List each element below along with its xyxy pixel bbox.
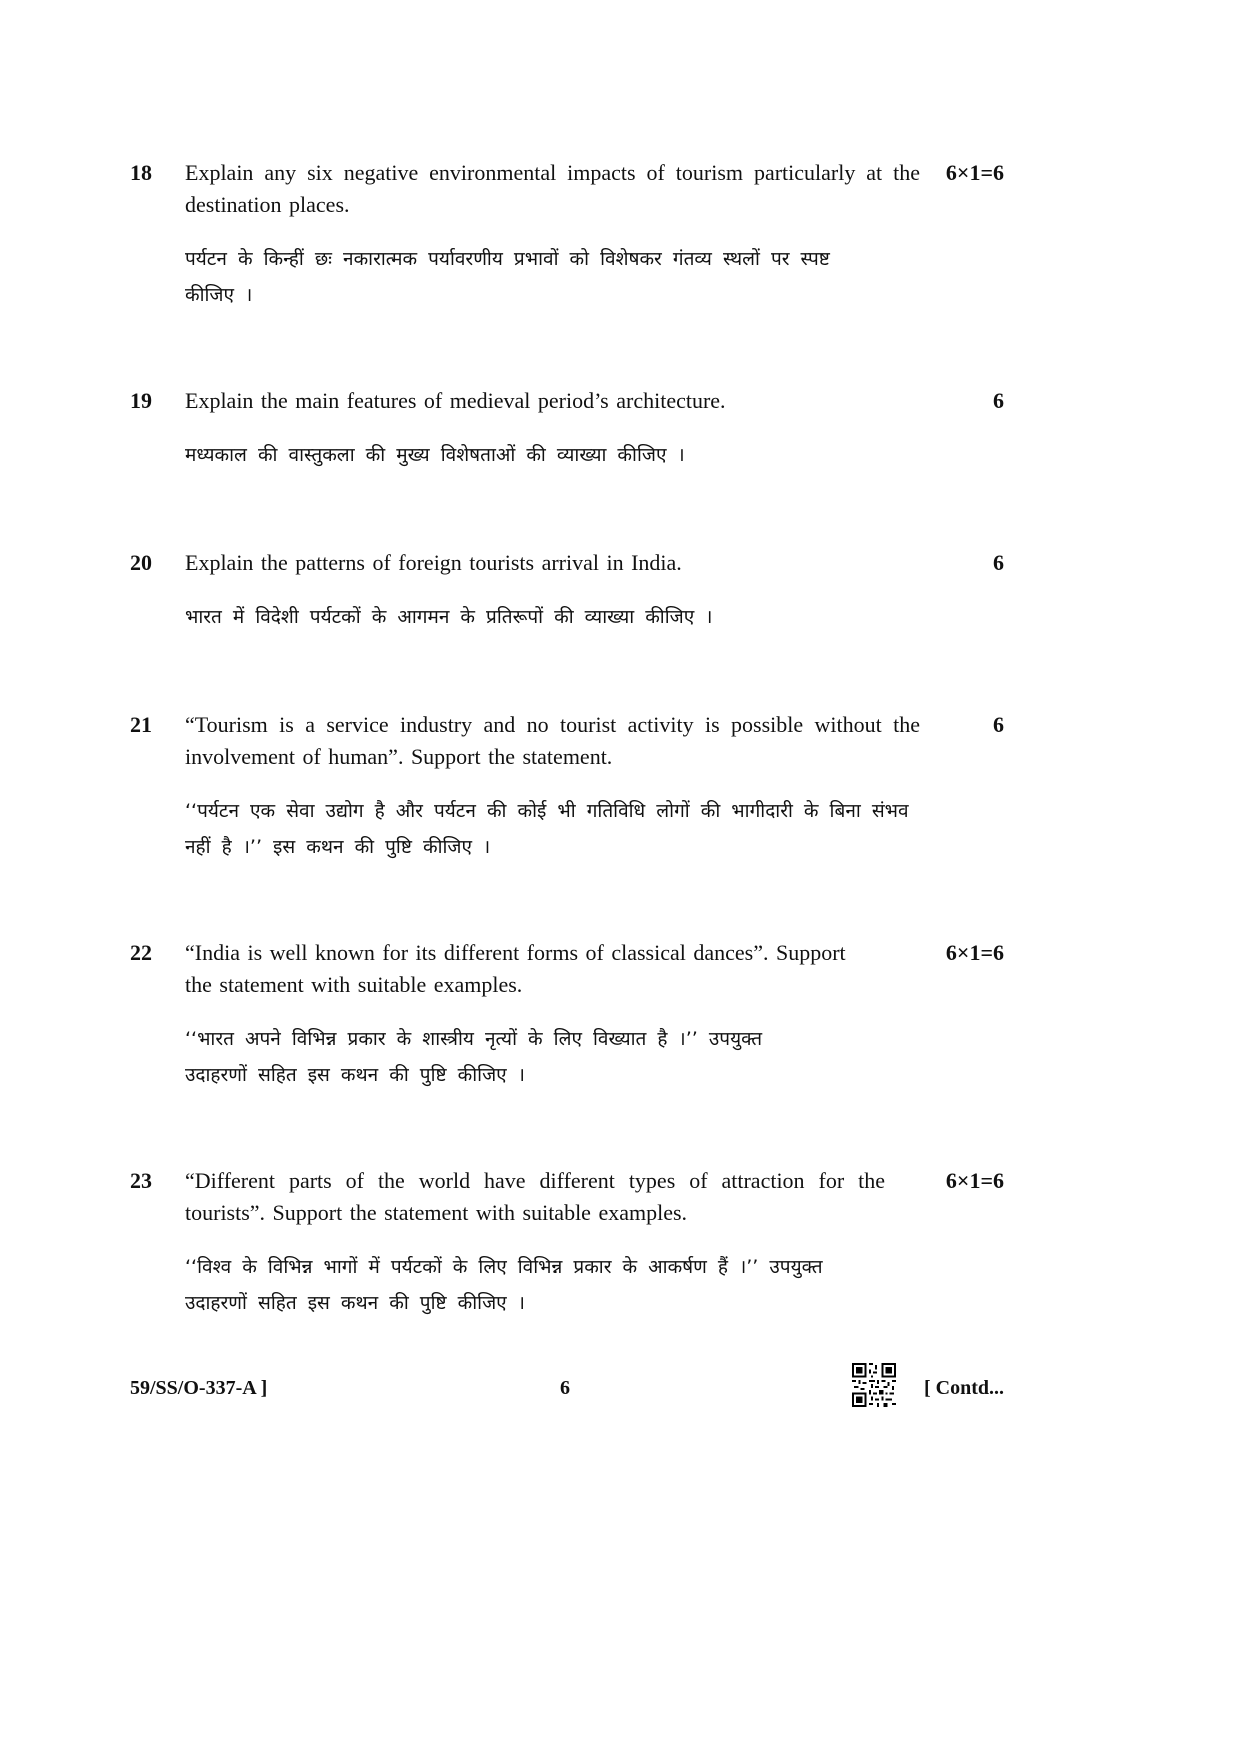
question-number: 19 (130, 388, 152, 413)
page-number: 6 (560, 1377, 570, 1399)
question-number: 21 (130, 712, 152, 737)
question-text-english: “Different parts of the world have different types of attraction for the tourists”. Support the statement with suitable examples. (185, 1168, 885, 1225)
question-number: 23 (130, 1168, 152, 1193)
question-text-hindi: पर्यटन के किन्हीं छः नकारात्मक पर्यावरणीय प्रभावों को विशेषकर गंतव्य स्थलों पर स्पष्ट कीजिए । (185, 248, 830, 306)
question-number: 22 (130, 940, 152, 965)
question-text-english: Explain any six negative environmental impacts of tourism particularly at the destination places. (185, 160, 920, 217)
question-marks: 6 (993, 550, 1004, 575)
question-text-english: “India is well known for its different forms of classical dances”. Support the statement with suitable examples. (185, 940, 846, 997)
question-marks: 6 (993, 388, 1004, 413)
question-marks: 6 (993, 712, 1004, 737)
page-footer (0, 1372, 1102, 1404)
paper-code: 59/SS/O-337-A ] (130, 1377, 268, 1399)
question-marks: 6×1=6 (945, 940, 1004, 965)
question-number: 20 (130, 550, 152, 575)
question-text-hindi: मध्यकाल की वास्तुकला की मुख्य विशेषताओं की व्याख्या कीजिए । (185, 444, 685, 466)
question-marks: 6×1=6 (945, 160, 1004, 185)
continued-label: [ Contd... (923, 1377, 1004, 1399)
qr-code-icon (852, 1363, 896, 1407)
question-text-english: Explain the main features of medieval period’s architecture. (185, 388, 726, 413)
question-text-english: Explain the patterns of foreign tourists arrival in India. (185, 550, 682, 575)
question-text-hindi: ‘‘पर्यटन एक सेवा उद्योग है और पर्यटन की कोई भी गतिविधि लोगों की भागीदारी के बिना संभव नहीं है ।’’ इस कथन की पुष्टि कीजिए । (185, 800, 909, 858)
question-number: 18 (130, 160, 152, 185)
question-text-hindi: ‘‘विश्व के विभिन्न भागों में पर्यटकों के लिए विभिन्न प्रकार के आकर्षण हैं ।’’ उपयुक्त उदाहरणों सहित इस कथन की पुष्टि कीजिए । (185, 1256, 823, 1314)
question-text-english: “Tourism is a service industry and no tourist activity is possible without the involvement of human”. Support the statement. (185, 712, 920, 769)
question-text-hindi: ‘‘भारत अपने विभिन्न प्रकार के शास्त्रीय नृत्यों के लिए विख्यात है ।’’ उपयुक्त उदाहरणों सहित इस कथन की पुष्टि कीजिए । (185, 1028, 763, 1086)
question-marks: 6×1=6 (945, 1168, 1004, 1193)
question-text-hindi: भारत में विदेशी पर्यटकों के आगमन के प्रतिरूपों की व्याख्या कीजिए । (185, 606, 713, 628)
